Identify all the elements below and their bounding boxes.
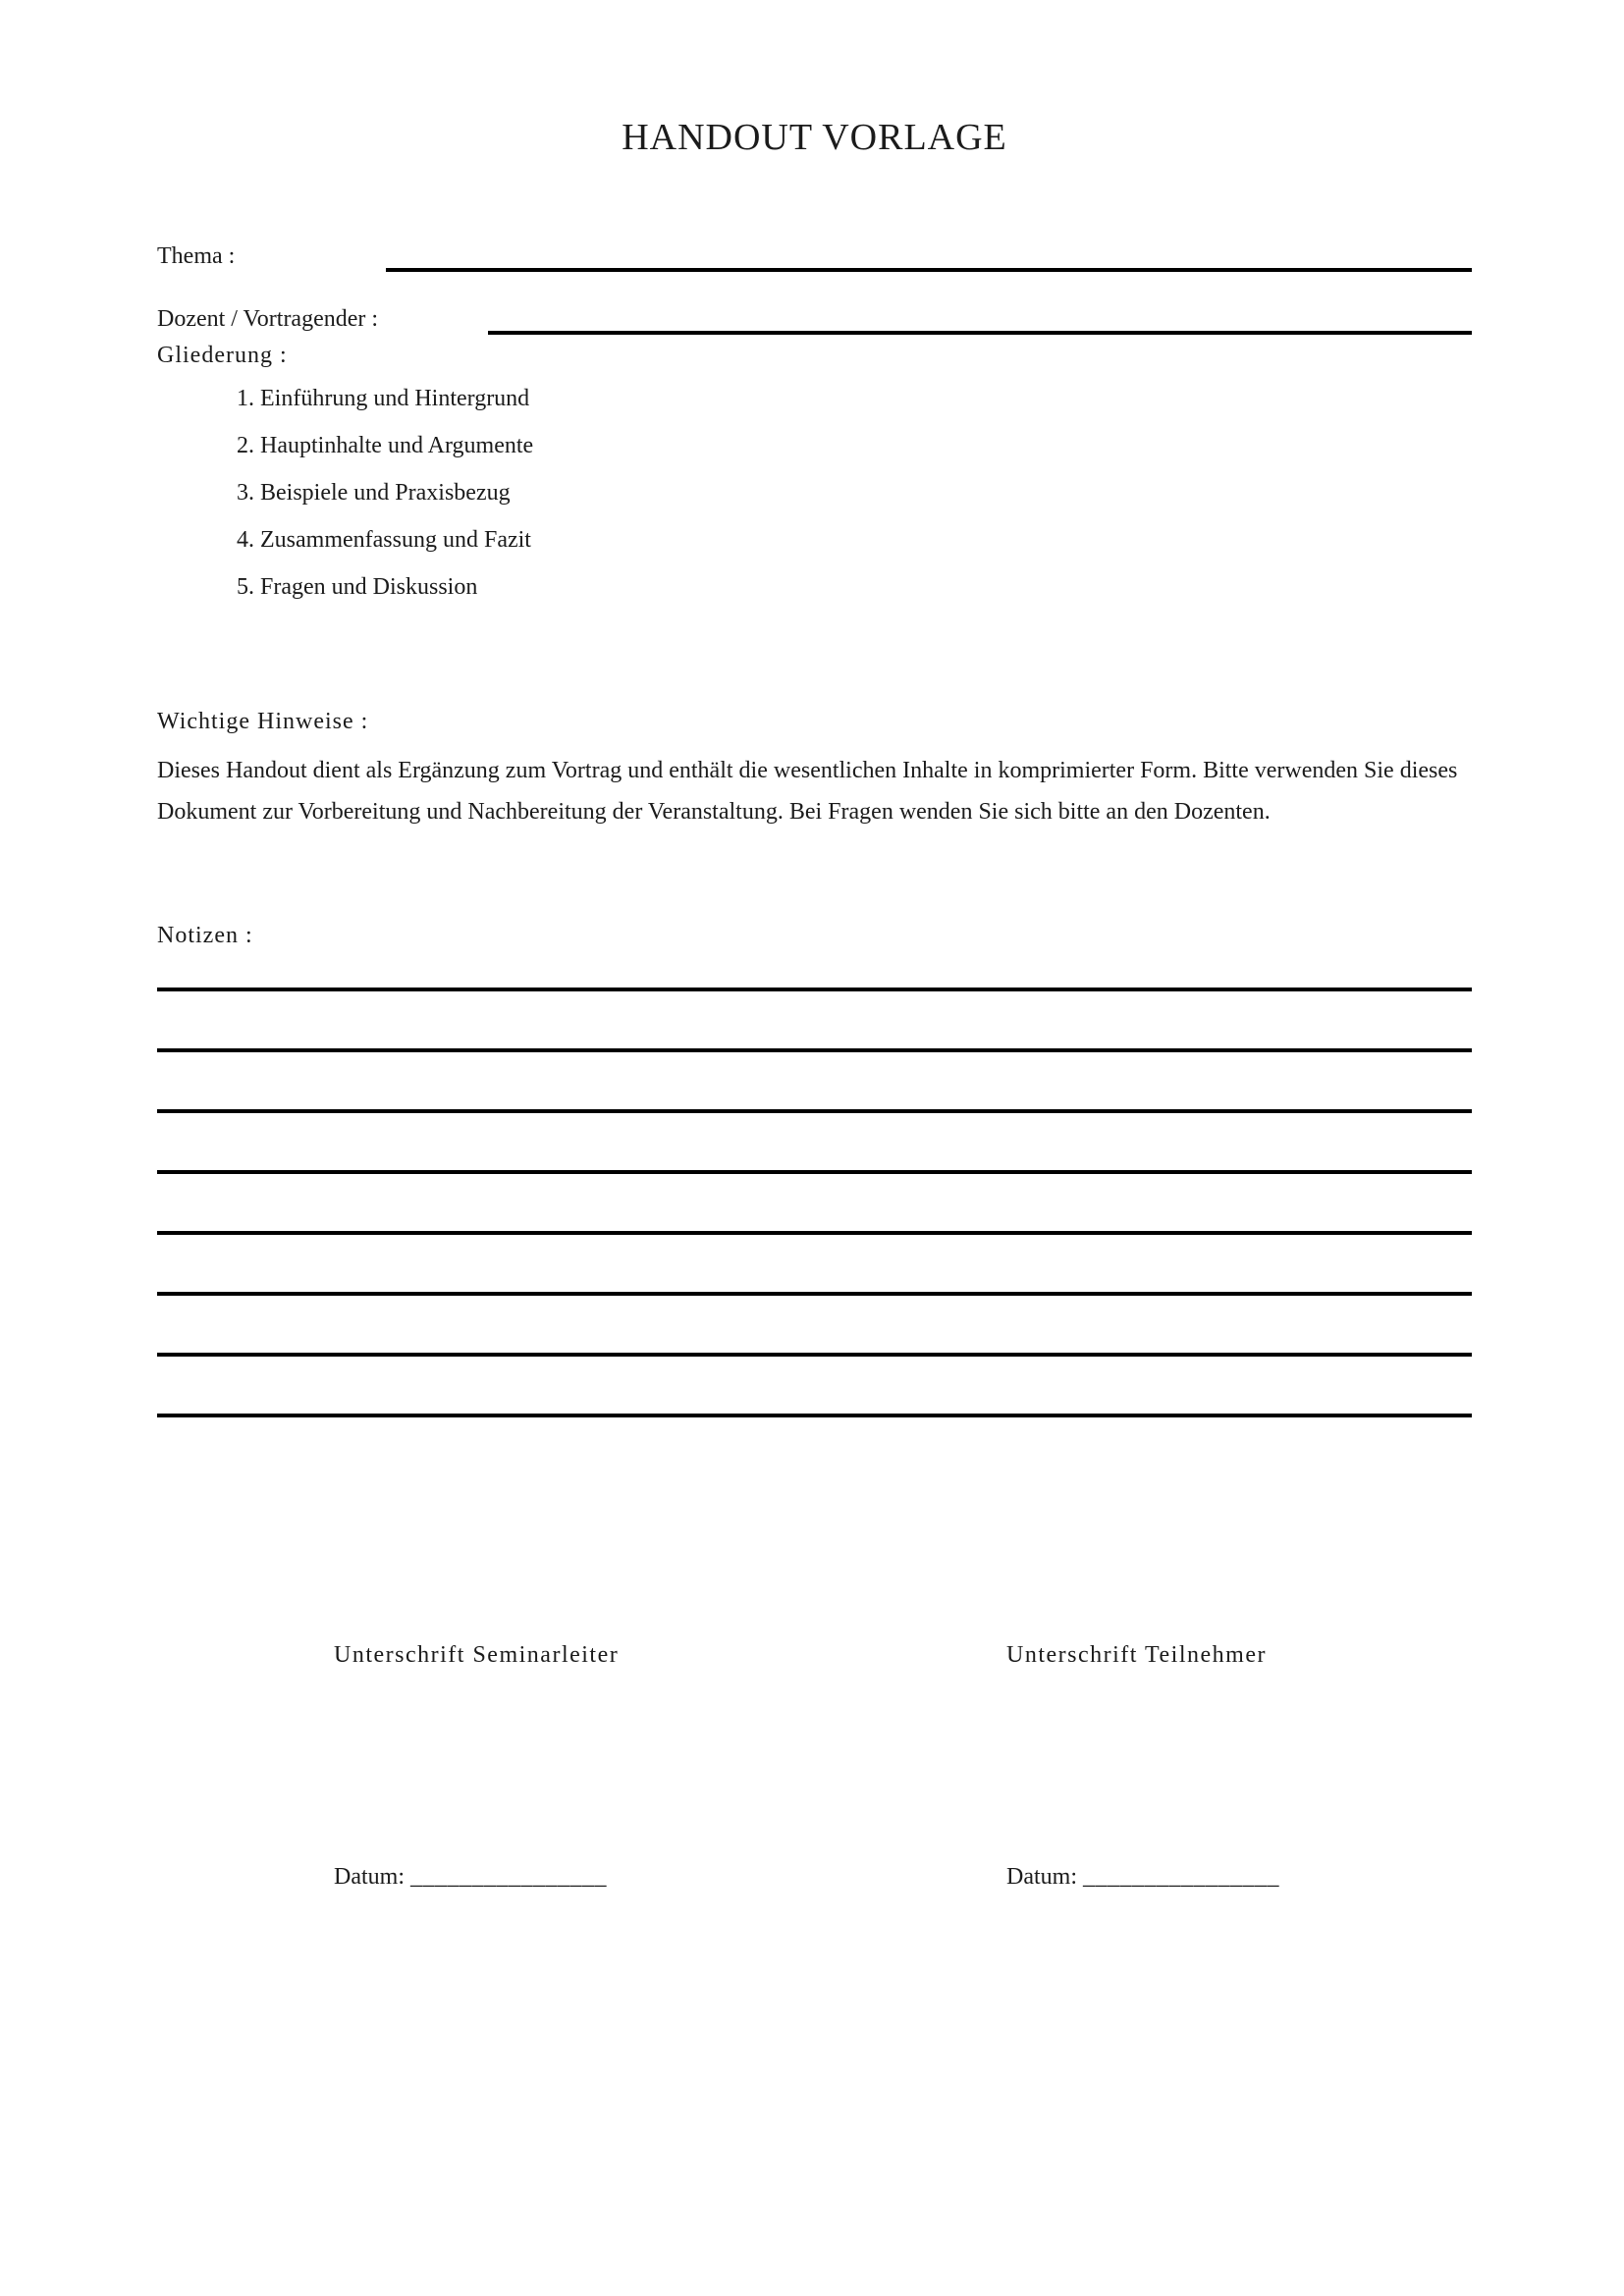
date-right <box>1006 1862 1472 1893</box>
date-left-label: Datum: <box>334 1864 405 1890</box>
gliederung-item-4: 4. Zusammenfassung und Fazit <box>237 527 531 553</box>
note-line[interactable] <box>157 1414 1472 1417</box>
note-line[interactable] <box>157 1170 1472 1174</box>
signature-teilnehmer-label: Unterschrift Teilnehmer <box>1006 1642 1267 1668</box>
page-title: HANDOUT VORLAGE <box>622 117 1007 158</box>
thema-input-line[interactable] <box>386 246 1472 272</box>
date-row <box>157 1862 1472 1893</box>
date-right-blank-line[interactable]: ________________ <box>1083 1864 1279 1890</box>
gliederung-list <box>157 384 1472 603</box>
gliederung-heading: Gliederung : <box>157 343 288 368</box>
note-line[interactable] <box>157 988 1472 991</box>
date-right-label: Datum: <box>1006 1864 1077 1890</box>
dozent-label: Dozent / Vortragender : <box>157 306 379 332</box>
gliederung-item-5: 5. Fragen und Diskussion <box>237 574 478 600</box>
hinweise-heading: Wichtige Hinweise : <box>157 709 369 734</box>
signature-left-col <box>334 1640 1006 1671</box>
thema-field-row <box>157 241 1472 272</box>
gliederung-item-3: 3. Beispiele und Praxisbezug <box>237 480 511 506</box>
notes-lines <box>157 988 1472 1417</box>
signature-right-col <box>1006 1640 1472 1671</box>
gliederung-item-2: 2. Hauptinhalte und Argumente <box>237 433 534 458</box>
note-line[interactable] <box>157 1109 1472 1113</box>
signature-row <box>157 1640 1472 1671</box>
date-left-blank-line[interactable]: ________________ <box>410 1864 607 1890</box>
dozent-field-row <box>157 304 1472 335</box>
note-line[interactable] <box>157 1292 1472 1296</box>
dozent-input-line[interactable] <box>488 309 1472 335</box>
note-line[interactable] <box>157 1048 1472 1052</box>
signature-seminarleiter-label: Unterschrift Seminarleiter <box>334 1642 620 1668</box>
note-line[interactable] <box>157 1353 1472 1357</box>
thema-label: Thema : <box>157 243 236 269</box>
hinweise-paragraph: Dieses Handout dient als Ergänzung zum Vortrag und enthält die wesentlichen Inhalte in komprimierter Form. Bitte verwenden Sie dieses Dokument zur Vorbereitung und Nachbereitung der Veranstaltung. Bei Fragen wenden Sie sich bitte an den Dozenten. <box>157 758 1458 825</box>
notizen-heading: Notizen : <box>157 923 253 948</box>
date-left <box>334 1862 1006 1893</box>
note-line[interactable] <box>157 1231 1472 1235</box>
gliederung-item-1: 1. Einführung und Hintergrund <box>237 386 530 411</box>
